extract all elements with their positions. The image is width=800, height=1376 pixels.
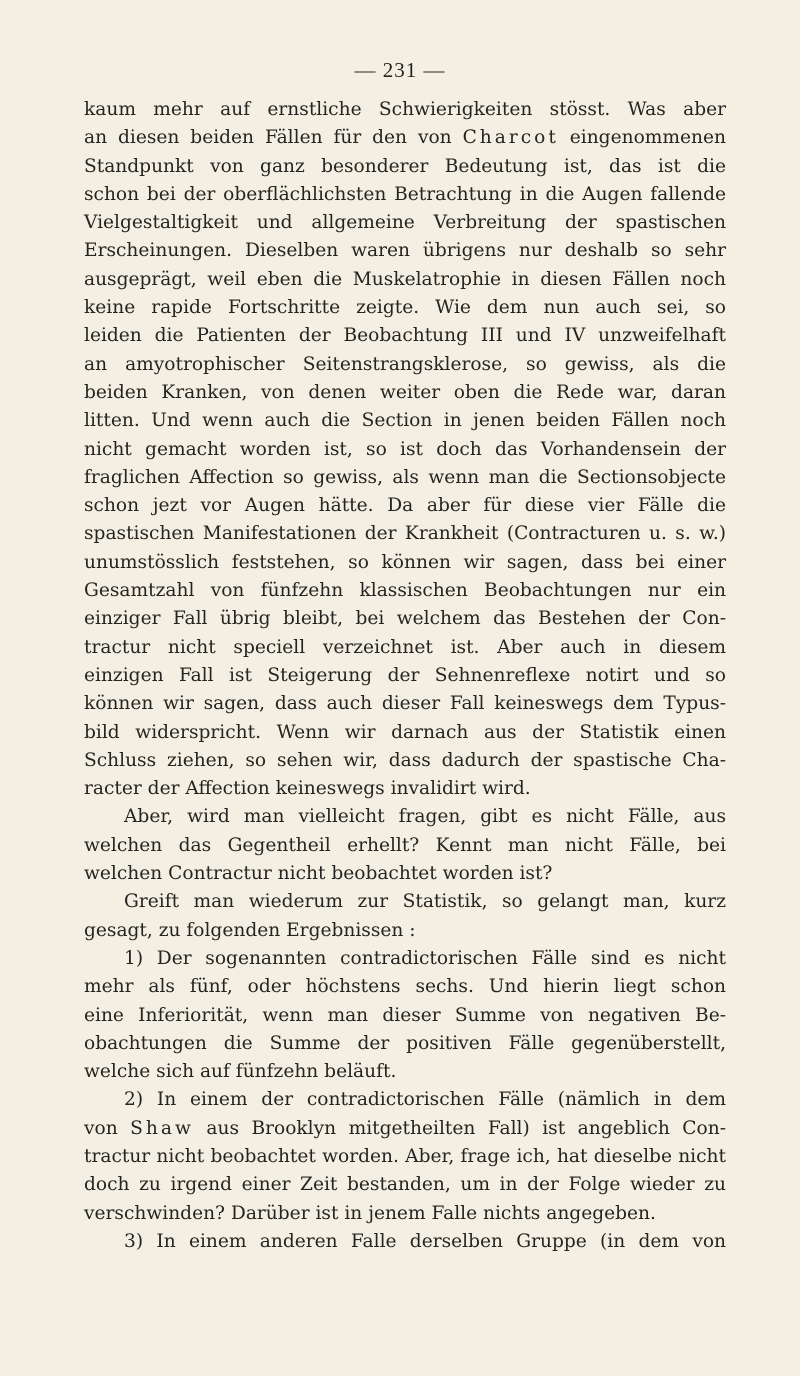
text-line: 3) In einem anderen Falle derselben Gruppe (in dem von — [124, 1230, 726, 1252]
text-line: bild widerspricht. Wenn wir darnach aus der Statistik einen — [84, 721, 726, 743]
text-line: 2) In einem der contradictorischen Fälle (nämlich in dem — [124, 1089, 726, 1111]
text-line: welchen das Gegentheil erhellt? Kennt man nicht Fälle, bei — [84, 834, 726, 856]
text-line: an amyotrophischer Seitenstrangsklerose, so gewiss, als die — [84, 353, 726, 375]
text-line: fraglichen Affection so gewiss, als wenn man die Sectionsobjecte — [84, 466, 726, 488]
text-line: leiden die Patienten der Beobachtung III und IV unzweifelhaft — [84, 325, 726, 347]
text-line: kaum mehr auf ernstliche Schwierigkeiten stösst. Was aber — [84, 99, 726, 120]
text-line: schon bei der oberflächlichsten Betrachtung in die Augen fallende — [84, 183, 726, 205]
text-line: nicht gemacht worden ist, so ist doch das Vorhandensein der — [84, 438, 726, 460]
text-line: mehr als fünf, oder höchstens sechs. Und hierin liegt schon — [84, 976, 726, 998]
text-line: Gesamtzahl von fünfzehn klassischen Beobachtungen nur ein — [84, 580, 726, 602]
text-line: von Shaw aus Brooklyn mitgetheilten Fall) ist angeblich Con- — [84, 1117, 726, 1139]
text-line: Schluss ziehen, so sehen wir, dass dadurch der spastische Cha- — [84, 749, 726, 771]
text-line: ausgeprägt, weil eben die Muskelatrophie in diesen Fällen noch — [84, 268, 726, 290]
emphasised-name: Shaw — [130, 1117, 194, 1139]
text-line: keine rapide Fortschritte zeigte. Wie dem nun auch sei, so — [84, 297, 726, 319]
text-line: an diesen beiden Fällen für den von Charcot eingenommenen — [84, 127, 726, 149]
text-line: litten. Und wenn auch die Section in jenen beiden Fällen noch — [84, 410, 726, 432]
text-line: tractur nicht speciell verzeichnet ist. Aber auch in diesem — [84, 636, 726, 658]
text-line: schon jezt vor Augen hätte. Da aber für diese vier Fälle die — [84, 495, 726, 517]
text-line: doch zu irgend einer Zeit bestanden, um in der Folge wieder zu — [84, 1174, 726, 1196]
text-line: einzigen Fall ist Steigerung der Sehnenreflexe notirt und so — [84, 664, 726, 686]
text-line: gesagt, zu folgenden Ergebnissen : — [84, 919, 416, 941]
text-line: Erscheinungen. Dieselben waren übrigens nur deshalb so sehr — [84, 240, 726, 262]
text-line: einziger Fall übrig bleibt, bei welchem das Bestehen der Con- — [84, 608, 726, 630]
text-line: obachtungen die Summe der positiven Fälle gegenüberstellt, — [84, 1032, 726, 1054]
text-line: tractur nicht beobachtet worden. Aber, frage ich, hat dieselbe nicht — [84, 1145, 726, 1167]
text-line: Greift man wiederum zur Statistik, so gelangt man, kurz — [124, 891, 726, 913]
text-line: Standpunkt von ganz besonderer Bedeutung ist, das ist die — [84, 155, 726, 177]
text-line: Vielgestaltigkeit und allgemeine Verbreitung der spastischen — [84, 212, 726, 234]
emphasised-name: Charcot — [462, 127, 559, 149]
text-line: Aber, wird man vielleicht fragen, gibt es nicht Fälle, aus — [124, 806, 726, 828]
body-text — [84, 96, 726, 1256]
text-line: welche sich auf fünfzehn beläuft. — [84, 1061, 397, 1083]
text-line: können wir sagen, dass auch dieser Fall keineswegs dem Typus- — [84, 693, 726, 715]
text-line: verschwinden? Darüber ist in jenem Falle nichts angegeben. — [84, 1202, 656, 1224]
text-line: eine Inferiorität, wenn man dieser Summe von negativen Be- — [84, 1004, 726, 1026]
text-line: unumstösslich feststehen, so können wir sagen, dass bei einer — [84, 551, 726, 573]
text-line: 1) Der sogenannten contradictorischen Fälle sind es nicht — [124, 947, 726, 969]
page-number: — 231 — — [354, 58, 446, 82]
text-line: spastischen Manifestationen der Krankheit (Contracturen u. s. w.) — [84, 523, 726, 545]
text-line: welchen Contractur nicht beobachtet worden ist? — [84, 863, 553, 885]
text-line: beiden Kranken, von denen weiter oben die Rede war, daran — [84, 381, 726, 403]
text-line: racter der Affection keineswegs invalidirt wird. — [84, 778, 531, 800]
